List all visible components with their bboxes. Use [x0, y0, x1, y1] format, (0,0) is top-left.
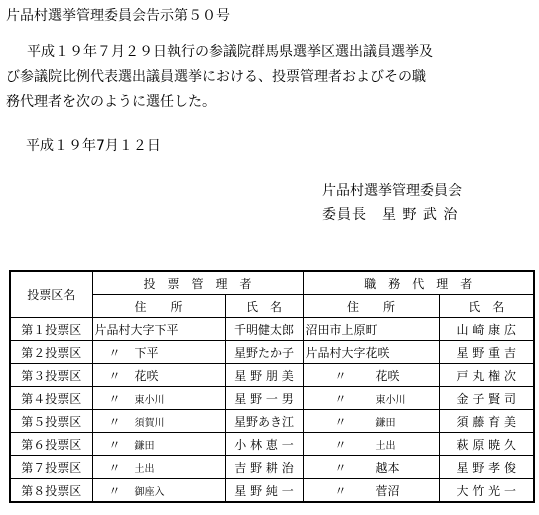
issuer-chairperson: 委員長 星 野 武 治	[322, 207, 459, 223]
table-row	[10, 479, 534, 503]
manager-address-place: 御座入	[134, 486, 165, 498]
notice-date: 平成１９年7月１２日	[26, 138, 161, 154]
deputy-name: 大 竹 光 一	[439, 479, 534, 503]
ditto-mark: 〃	[108, 483, 121, 498]
deputy-name: 戸 丸 権 次	[439, 364, 534, 387]
deputy-address	[303, 456, 439, 479]
header-manager-address: 住 所	[92, 295, 225, 318]
manager-address	[92, 364, 225, 387]
deputy-address	[303, 479, 439, 503]
deputy-address	[303, 364, 439, 387]
ditto-mark: 〃	[108, 345, 121, 360]
table-row	[10, 364, 534, 387]
header-manager-name: 氏 名	[225, 295, 303, 318]
manager-address	[92, 410, 225, 433]
deputy-address-place: 菅沼	[375, 483, 400, 498]
district-name: 第７投票区	[10, 456, 92, 479]
deputy-address	[303, 387, 439, 410]
ditto-mark: 〃	[108, 368, 121, 383]
deputy-address: 沼田市上原町	[303, 318, 439, 341]
manager-address-place: 東小川	[134, 394, 165, 406]
ditto-mark: 〃	[334, 391, 347, 406]
deputy-address-place: 鎌田	[375, 417, 396, 429]
ditto-mark: 〃	[334, 460, 347, 475]
deputy-name: 須 藤 育 美	[439, 410, 534, 433]
district-name: 第４投票区	[10, 387, 92, 410]
ditto-mark: 〃	[108, 414, 121, 429]
deputy-address-place: 花咲	[375, 368, 400, 383]
table-row	[10, 433, 534, 456]
notice-title: 片品村選挙管理委員会告示第５０号	[6, 8, 230, 24]
manager-address-place: 花咲	[134, 368, 159, 383]
district-name: 第６投票区	[10, 433, 92, 456]
deputy-name: 星 野 重 吉	[439, 341, 534, 364]
table-row	[10, 410, 534, 433]
manager-address-place: 土出	[134, 463, 155, 475]
manager-name: 星 野 純 一	[225, 479, 303, 503]
deputy-address-place: 土出	[375, 440, 396, 452]
manager-name: 星野あき江	[225, 410, 303, 433]
manager-address-place: 鎌田	[134, 440, 155, 452]
ditto-mark: 〃	[334, 414, 347, 429]
district-name: 第５投票区	[10, 410, 92, 433]
manager-address: 片品村大字下平	[92, 318, 225, 341]
manager-name: 小 林 恵 一	[225, 433, 303, 456]
ditto-mark: 〃	[108, 460, 121, 475]
table-row	[10, 387, 534, 410]
deputy-address: 片品村大字花咲	[303, 341, 439, 364]
table-row	[10, 456, 534, 479]
notice-body-line-2: び参議院比例代表選出議員選挙における、投票管理者およびその職	[6, 69, 426, 85]
deputy-address-place: 越本	[375, 460, 400, 475]
district-name: 第２投票区	[10, 341, 92, 364]
deputy-name: 萩 原 暁 久	[439, 433, 534, 456]
manager-name: 星 野 朋 美	[225, 364, 303, 387]
table-body	[10, 318, 534, 503]
header-deputy: 職 務 代 理 者	[303, 271, 534, 295]
issuer-organization: 片品村選挙管理委員会	[322, 183, 462, 199]
district-name: 第８投票区	[10, 479, 92, 503]
header-district: 投票区名	[10, 271, 92, 318]
appointment-table	[9, 270, 535, 503]
deputy-name: 山 崎 康 広	[439, 318, 534, 341]
manager-address-place: 須賀川	[134, 417, 165, 429]
notice-body-line-1: 平成１９年７月２９日執行の参議院群馬県選挙区選出議員選挙及	[27, 44, 433, 60]
ditto-mark: 〃	[334, 437, 347, 452]
deputy-name: 星 野 孝 俊	[439, 456, 534, 479]
manager-name: 星野たか子	[225, 341, 303, 364]
deputy-address-place: 東小川	[375, 394, 406, 406]
header-deputy-address: 住 所	[303, 295, 439, 318]
deputy-address	[303, 433, 439, 456]
manager-address-place: 下平	[134, 345, 159, 360]
ditto-mark: 〃	[108, 437, 121, 452]
header-deputy-name: 氏 名	[439, 295, 534, 318]
table-row	[10, 341, 534, 364]
manager-address	[92, 387, 225, 410]
manager-address	[92, 341, 225, 364]
manager-name: 吉 野 耕 治	[225, 456, 303, 479]
district-name: 第３投票区	[10, 364, 92, 387]
ditto-mark: 〃	[334, 368, 347, 383]
manager-address	[92, 433, 225, 456]
district-name: 第１投票区	[10, 318, 92, 341]
deputy-address	[303, 410, 439, 433]
deputy-name: 金 子 賢 司	[439, 387, 534, 410]
header-polling-manager: 投 票 管 理 者	[92, 271, 303, 295]
manager-address	[92, 479, 225, 503]
manager-address	[92, 456, 225, 479]
manager-name: 千明健太郎	[225, 318, 303, 341]
table-row	[10, 318, 534, 341]
ditto-mark: 〃	[108, 391, 121, 406]
manager-name: 星 野 一 男	[225, 387, 303, 410]
ditto-mark: 〃	[334, 483, 347, 498]
notice-body-line-3: 務代理者を次のように選任した。	[6, 94, 216, 110]
